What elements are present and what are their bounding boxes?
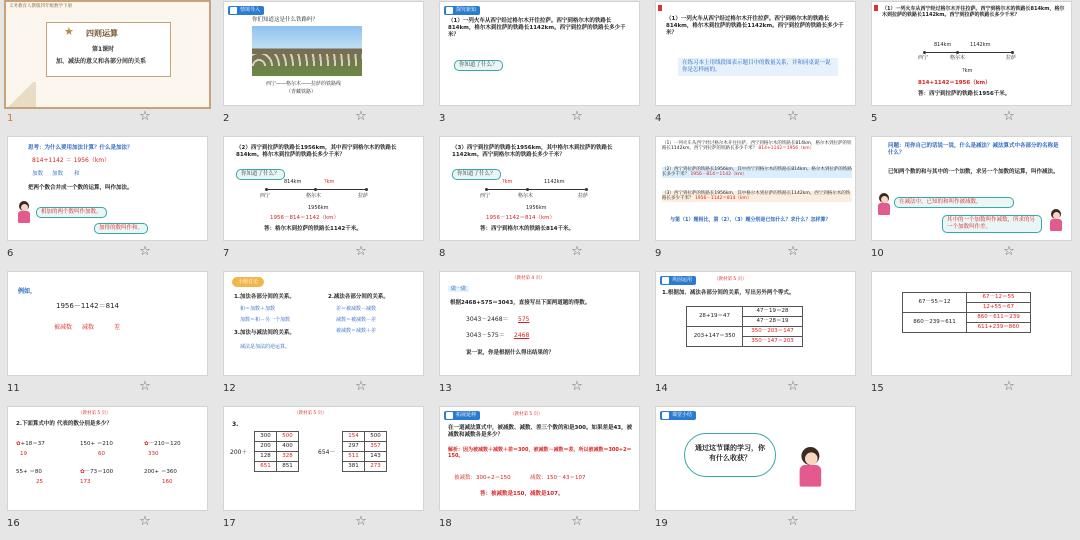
slide-number: 13 [439, 383, 452, 394]
problem-text: （2）西宁到拉萨的铁路长1956km，其中西宁到格尔木的铁路长814km。格尔木到拉萨的铁路长多少千米？ [236, 145, 397, 158]
recap-problem: （1）一列火车从西宁经过格尔木开往拉萨。西宁到格尔木的铁路长814km，格尔木到拉萨的铁路长1142km。西宁到拉萨的铁路长多少千米？ [662, 141, 852, 152]
source-tag: （教材第 5 页） [294, 411, 327, 416]
question: 问题：用你自己的话说一说，什么是减法？减法算式中各部分的名称是什么？ [888, 143, 1059, 156]
point-label: 拉萨 [358, 193, 369, 199]
speech-bubble: 相加的两个数叫作加数。 [36, 207, 107, 218]
segment-point [314, 188, 317, 191]
slide-number: 11 [7, 383, 20, 394]
recap-problem: （3）西宁到拉萨的铁路长1956km，其中格尔木到拉萨的铁路长1142km。西宁到格尔木的铁路长多少千米？ [662, 191, 851, 202]
railway-photo [252, 26, 362, 76]
section-tag: 情境导入 [228, 6, 264, 15]
flag-icon [874, 5, 878, 11]
girl-illustration [876, 193, 892, 215]
girl-illustration [796, 447, 825, 487]
slide-12[interactable] [223, 271, 424, 376]
slide-number: 19 [655, 518, 668, 529]
point-label: 西宁 [918, 55, 929, 61]
item-answer: 330 [148, 451, 159, 457]
segment-label-a: ?km [502, 179, 513, 185]
segment-point [526, 188, 529, 191]
exercise-item [80, 469, 113, 476]
slide-7[interactable] [223, 136, 424, 241]
table-cell: 500 [365, 432, 387, 442]
number-table-left [254, 431, 299, 472]
star-outline-icon[interactable]: ☆ [355, 514, 367, 529]
number-table-right [342, 431, 387, 472]
slide-number: 4 [655, 113, 662, 124]
segment-line [924, 52, 1012, 53]
answer-value: 575 [518, 316, 530, 323]
equation: 3043－575＝ [466, 332, 505, 339]
slide-number: 2 [223, 113, 230, 124]
equation: 被减数：300÷2＝150 [454, 475, 511, 481]
slide-number: 16 [7, 518, 20, 529]
flower-icon: ✿ [80, 469, 85, 475]
segment-point [585, 188, 588, 191]
segment-label-a: 814km [934, 42, 952, 48]
problem-text: 1.根据加、减法各部分间的关系，写出另外两个等式。 [662, 290, 795, 296]
star-outline-icon[interactable]: ☆ [139, 109, 151, 124]
table-cell: 273 [365, 462, 387, 472]
equation: 814+1142 ＝ 1956（km） [32, 157, 111, 164]
slide-thumbnail-5[interactable] [864, 0, 1080, 135]
star-outline-icon[interactable]: ☆ [1003, 109, 1015, 124]
table-row [255, 462, 299, 472]
exercise-label: 做一做 [448, 286, 469, 292]
recap-block-2 [662, 167, 852, 178]
part-name: 和 [74, 171, 80, 177]
table-row [255, 452, 299, 462]
recap-problem: （2）西宁到拉萨的铁路长1956km，其中西宁到格尔木的铁路长814km。格尔木到拉萨的铁路长多少千米？ [662, 167, 852, 178]
star-outline-icon[interactable]: ☆ [139, 514, 151, 529]
heading: 3.加法与减法间的关系。 [234, 330, 295, 336]
example-label: 例如， [18, 288, 37, 295]
slide-thumbnail-2[interactable] [216, 0, 432, 135]
table-cell: 200 [255, 442, 277, 452]
recap-block-3 [662, 191, 852, 202]
rule: 和＝加数＋加数 [240, 306, 276, 312]
problem-text: 根据2468+575＝3043，直接写出下面两道题的得数。 [450, 300, 591, 306]
solution-text: 解析：因为被减数＋减数＋差＝300，被减数－减数＝差，所以被减数＝300÷2＝150。 [448, 447, 632, 460]
point-label: 拉萨 [578, 193, 589, 199]
table-cell: 350－147＝203 [743, 337, 803, 347]
table-cell: 67－55＝12 [903, 293, 967, 313]
star-outline-icon[interactable]: ☆ [1003, 379, 1015, 394]
slide-16[interactable] [7, 406, 208, 511]
item-answer: 160 [162, 479, 173, 485]
table-row [343, 442, 387, 452]
slide-18[interactable] [439, 406, 640, 511]
answer: 答：西宁到格尔木的铁路长814千米。 [480, 226, 574, 232]
recap-block-1 [662, 141, 852, 152]
part-name: 加数 [32, 171, 44, 177]
thought-bubble: 通过这节课的学习，你有什么收获？ [684, 433, 776, 477]
table-cell: 143 [365, 452, 387, 462]
caption-line-1: 西宁——格尔木——拉萨的铁路线 [266, 81, 342, 87]
answer: 答：西宁到拉萨的铁路长1956千米。 [918, 91, 1011, 97]
segment-point [923, 51, 926, 54]
problem-text: 2.下面算式中的 代表的数分别是多少？ [16, 421, 112, 427]
slide-thumbnail-8[interactable] [432, 135, 648, 270]
slide-thumbnail-18[interactable] [432, 405, 648, 540]
definition: 把两个数合并成一个数的运算，叫作加法。 [28, 185, 133, 191]
slide-number: 9 [655, 248, 662, 259]
table-cell: 67－12＝55 [967, 293, 1031, 303]
slide-thumbnail-13[interactable] [432, 270, 648, 405]
exercise-item [144, 469, 177, 476]
section-tag: 探究新知 [444, 6, 480, 15]
star-outline-icon[interactable]: ☆ [787, 514, 799, 529]
item-equation: +18＝37 [20, 441, 45, 447]
slide-number: 1 [7, 113, 14, 124]
slide-6[interactable] [7, 136, 208, 241]
problem-text: （1）一列火车从西宁经过格尔木开往拉萨。西宁到格尔木的铁路长814km，格尔木到拉萨的铁路长1142km。西宁到拉萨的铁路长多少千米？ [666, 16, 844, 36]
item-equation: 200+ ＝360 [144, 469, 177, 475]
bridge-arches [252, 54, 362, 66]
slide-14[interactable] [655, 271, 856, 376]
table-cell: 400 [277, 442, 299, 452]
segment-label-b: ?km [324, 179, 335, 185]
segment-label-a: 814km [284, 179, 302, 185]
table-cell: 651 [255, 462, 277, 472]
slide-11[interactable] [7, 271, 208, 376]
table-cell: 300 [255, 432, 277, 442]
slide-5[interactable] [871, 1, 1072, 106]
table-row [343, 462, 387, 472]
part-name: 减数 [82, 324, 95, 331]
equation: 1956－1142＝814 [56, 302, 119, 310]
item-answer: 173 [80, 479, 91, 485]
slide-thumbnail-14[interactable] [648, 270, 864, 405]
speech-bubble: 加得的数叫作和。 [94, 223, 148, 234]
slide-10[interactable] [871, 136, 1072, 241]
slide-8[interactable] [439, 136, 640, 241]
slide-thumbnail-11[interactable] [0, 270, 216, 405]
rule: 差＝被减数－减数 [336, 306, 377, 312]
star-outline-icon[interactable]: ☆ [355, 379, 367, 394]
star-outline-icon[interactable]: ☆ [787, 244, 799, 259]
slide-subtitle: 加、减法的意义和各部分间的关系 [56, 58, 147, 65]
point-label: 西宁 [480, 193, 491, 199]
star-outline-icon[interactable]: ☆ [787, 379, 799, 394]
speech-bubble: 你知道了什么？ [454, 60, 503, 71]
slide-thumbnail-16[interactable] [0, 405, 216, 540]
equation: 814+1142＝1956（km） [918, 80, 991, 86]
slide-number: 14 [655, 383, 668, 394]
item-answer: 25 [36, 479, 43, 485]
slide-thumbnail-15[interactable] [864, 270, 1080, 405]
heading: 1.加法各部分间的关系。 [234, 294, 295, 300]
table-cell: 860－239＝611 [903, 313, 967, 333]
table-cell: 381 [343, 462, 365, 472]
segment-label-b: 1142km [544, 179, 565, 185]
star-outline-icon[interactable]: ☆ [139, 379, 151, 394]
total-label: 1956km [308, 205, 329, 211]
corner-decoration [6, 82, 36, 107]
exercise-item [80, 441, 113, 448]
table-cell: 47－28＝19 [743, 317, 803, 327]
question: 说一说，你是根据什么得出结果的？ [466, 350, 555, 356]
source-tag: （教材第 5 页） [714, 277, 747, 282]
item-equation: 55+ ＝80 [16, 469, 42, 475]
exercise-label: 3. [232, 421, 239, 428]
slide-thumbnail-3[interactable] [432, 0, 648, 135]
item-answer: 60 [98, 451, 105, 457]
slide-number: 8 [439, 248, 446, 259]
equation: 1956－1142＝814（km） [486, 215, 556, 221]
point-label: 格尔木 [306, 193, 322, 199]
slide-4[interactable] [655, 1, 856, 106]
source-tag: （教材第 5 页） [510, 412, 543, 417]
slide-number: 12 [223, 383, 236, 394]
recap-equation: 1956－814＝1142（km） [690, 172, 747, 178]
operator-prefix: 654－ [318, 449, 336, 456]
equation-table [686, 306, 803, 347]
heading: 2.减法各部分间的关系。 [328, 294, 389, 300]
table-row [903, 293, 1031, 303]
section-tag: 小组讨论 [232, 277, 264, 287]
slide-thumbnail-19[interactable] [648, 405, 864, 540]
problem-text: （1）一列火车从西宁经过格尔木开往拉萨。西宁到格尔木的铁路长814km，格尔木到拉萨的铁路长1142km。西宁到拉萨的铁路长多少千米？ [448, 18, 626, 38]
part-name: 差 [114, 324, 121, 331]
star-outline-icon[interactable]: ☆ [571, 244, 583, 259]
table-row [255, 432, 299, 442]
problem-text: （1）一列火车从西宁经过格尔木开往拉萨。西宁到格尔木的铁路长814km，格尔木到拉萨的铁路长1142km。西宁到拉萨的铁路长多少千米？ [882, 6, 1065, 19]
total-label: ?km [962, 68, 973, 74]
slide-thumbnail-12[interactable] [216, 270, 432, 405]
item-equation: 150+ ＝210 [80, 441, 113, 447]
table-cell: 297 [343, 442, 365, 452]
slide-9[interactable] [655, 136, 856, 241]
star-outline-icon[interactable]: ☆ [571, 379, 583, 394]
slide-3[interactable] [439, 1, 640, 106]
definition: 已知两个数的和与其中的一个加数，求另一个加数的运算，叫作减法。 [888, 169, 1059, 175]
slide-number: 10 [871, 248, 884, 259]
slide-thumbnail-4[interactable] [648, 0, 864, 135]
star-outline-icon[interactable]: ☆ [139, 244, 151, 259]
section-tag: 拓展延伸 [444, 411, 480, 420]
problem-text: （3）西宁到拉萨的铁路长1956km，其中格尔木到拉萨的铁路长1142km。西宁到格尔木的铁路长多少千米？ [452, 145, 613, 158]
table-cell: 357 [365, 442, 387, 452]
segment-point [956, 51, 959, 54]
slide-17[interactable] [223, 406, 424, 511]
slide-thumbnail-7[interactable] [216, 135, 432, 270]
point-label: 格尔木 [950, 55, 966, 61]
recap-equation: 814+1142＝1956（km） [758, 146, 815, 152]
section-tag: 巩固运用 [660, 276, 696, 285]
table-cell: 611+239＝860 [967, 323, 1031, 333]
slide-thumbnail-1[interactable] [0, 0, 216, 135]
part-name: 被减数 [54, 324, 73, 331]
slide-header: 义务教育人教版四年级数学下册 [9, 4, 72, 9]
segment-point [1011, 51, 1014, 54]
lesson-label: 第1课时 [92, 46, 115, 53]
slide-title: 四则运算 [86, 29, 118, 38]
slide-number: 7 [223, 248, 230, 259]
table-row [687, 327, 803, 337]
exercise-item [16, 469, 42, 476]
total-label: 1956km [526, 205, 547, 211]
operator-prefix: 200＋ [230, 449, 248, 456]
slide-1[interactable] [4, 0, 211, 109]
table-cell: 128 [255, 452, 277, 462]
equation-table [902, 292, 1031, 333]
star-outline-icon[interactable]: ☆ [1003, 244, 1015, 259]
table-cell: 500 [277, 432, 299, 442]
point-label: 拉萨 [1006, 55, 1017, 61]
table-row [687, 307, 803, 317]
slide-number: 5 [871, 113, 878, 124]
segment-point [485, 188, 488, 191]
slide-13[interactable] [439, 271, 640, 376]
source-tag: （教材第 5 页） [78, 411, 111, 416]
slide-thumbnail-9[interactable] [648, 135, 864, 270]
slide-2[interactable] [223, 1, 424, 106]
rule: 减法是加法的逆运算。 [240, 344, 291, 350]
slide-thumbnail-6[interactable] [0, 135, 216, 270]
slide-number: 3 [439, 113, 446, 124]
point-label: 西宁 [260, 193, 271, 199]
answer-value: 2468 [514, 332, 530, 339]
table-cell: 350－203＝147 [743, 327, 803, 337]
problem-text: 在一道减法算式中，被减数、减数、差三个数的和是300。如果差是43，被减数和减数各是多少？ [448, 425, 633, 438]
item-equation: －210＝120 [148, 441, 181, 447]
source-tag: （教材第 4 页） [512, 276, 545, 281]
part-name: 加数 [52, 171, 64, 177]
table-cell: 28+19＝47 [687, 307, 743, 327]
rule: 被减数＝减数＋差 [336, 328, 377, 334]
item-equation: －73＝100 [84, 469, 114, 475]
flower-icon: ✿ [16, 441, 21, 447]
flag-icon [658, 5, 662, 11]
star-outline-icon[interactable]: ☆ [571, 514, 583, 529]
star-outline-icon[interactable]: ☆ [355, 244, 367, 259]
slide-thumbnail-10[interactable] [864, 135, 1080, 270]
slide-19[interactable] [655, 406, 856, 511]
recap-equation: 1956－1142＝814（km） [694, 196, 752, 202]
answer: 答：被减数是150，减数是107。 [480, 491, 564, 497]
table-row [255, 442, 299, 452]
segment-point [265, 188, 268, 191]
speech-bubble: 其中的一个加数叫作减数，所求的另一个加数叫作差。 [942, 215, 1042, 233]
slide-number: 15 [871, 383, 884, 394]
speech-bubble: 你知道了什么？ [236, 169, 285, 180]
slide-question: 你们知道这是什么铁路吗？ [252, 17, 319, 23]
table-cell: 511 [343, 452, 365, 462]
comparison-question: 与第（1）题相比，第（2）、（3）题分别是已知什么？求什么？怎样算？ [670, 217, 831, 223]
thinking-question: 思考：为什么要用加法计算？什么是加法？ [28, 145, 133, 151]
item-answer: 19 [20, 451, 27, 457]
table-cell: 154 [343, 432, 365, 442]
slide-number: 6 [7, 248, 14, 259]
flower-icon: ✿ [144, 441, 149, 447]
speech-bubble: 在减法中，已知的和叫作被减数， [894, 197, 1014, 208]
slide-number: 18 [439, 518, 452, 529]
equation: 1956－814＝1142（km） [270, 215, 340, 221]
table-cell: 328 [277, 452, 299, 462]
rule: 减数＝被减数－差 [336, 317, 377, 323]
segment-label-b: 1142km [970, 42, 991, 48]
table-row [903, 313, 1031, 323]
answer: 答：格尔木到拉萨的铁路长1142千米。 [264, 226, 362, 232]
caption-line-2: （青藏铁路） [286, 89, 317, 95]
star-outline-icon[interactable]: ☆ [571, 109, 583, 124]
table-cell: 203+147＝350 [687, 327, 743, 347]
table-cell: 860－611＝239 [967, 313, 1031, 323]
speech-bubble: 你知道了什么？ [452, 169, 501, 180]
star-outline-icon[interactable]: ☆ [787, 109, 799, 124]
girl-illustration [1048, 209, 1064, 231]
rule: 加数＝和－另一个加数 [240, 317, 291, 323]
girl-illustration [16, 201, 32, 223]
segment-point [365, 188, 368, 191]
equation: 3043－2468＝ [466, 316, 509, 323]
exercise-item [16, 441, 45, 448]
point-label: 格尔木 [518, 193, 534, 199]
exercise-item [144, 441, 181, 448]
star-outline-icon[interactable]: ☆ [355, 109, 367, 124]
table-cell: 47－19＝28 [743, 307, 803, 317]
table-cell: 12+55＝67 [967, 303, 1031, 313]
table-row [343, 452, 387, 462]
equation: 减数：150－43＝107 [530, 475, 586, 481]
slide-15[interactable] [871, 271, 1072, 376]
slide-number: 17 [223, 518, 236, 529]
slide-thumbnail-17[interactable] [216, 405, 432, 540]
table-row [343, 432, 387, 442]
hint-box: 在练习本上用线段图表示题目中的数量关系，并和同桌说一说你是怎样画的。 [678, 58, 838, 76]
section-tag: 课堂小结 [660, 411, 696, 420]
star-icon: ★ [64, 25, 74, 38]
segment-line [486, 189, 586, 190]
table-cell: 851 [277, 462, 299, 472]
